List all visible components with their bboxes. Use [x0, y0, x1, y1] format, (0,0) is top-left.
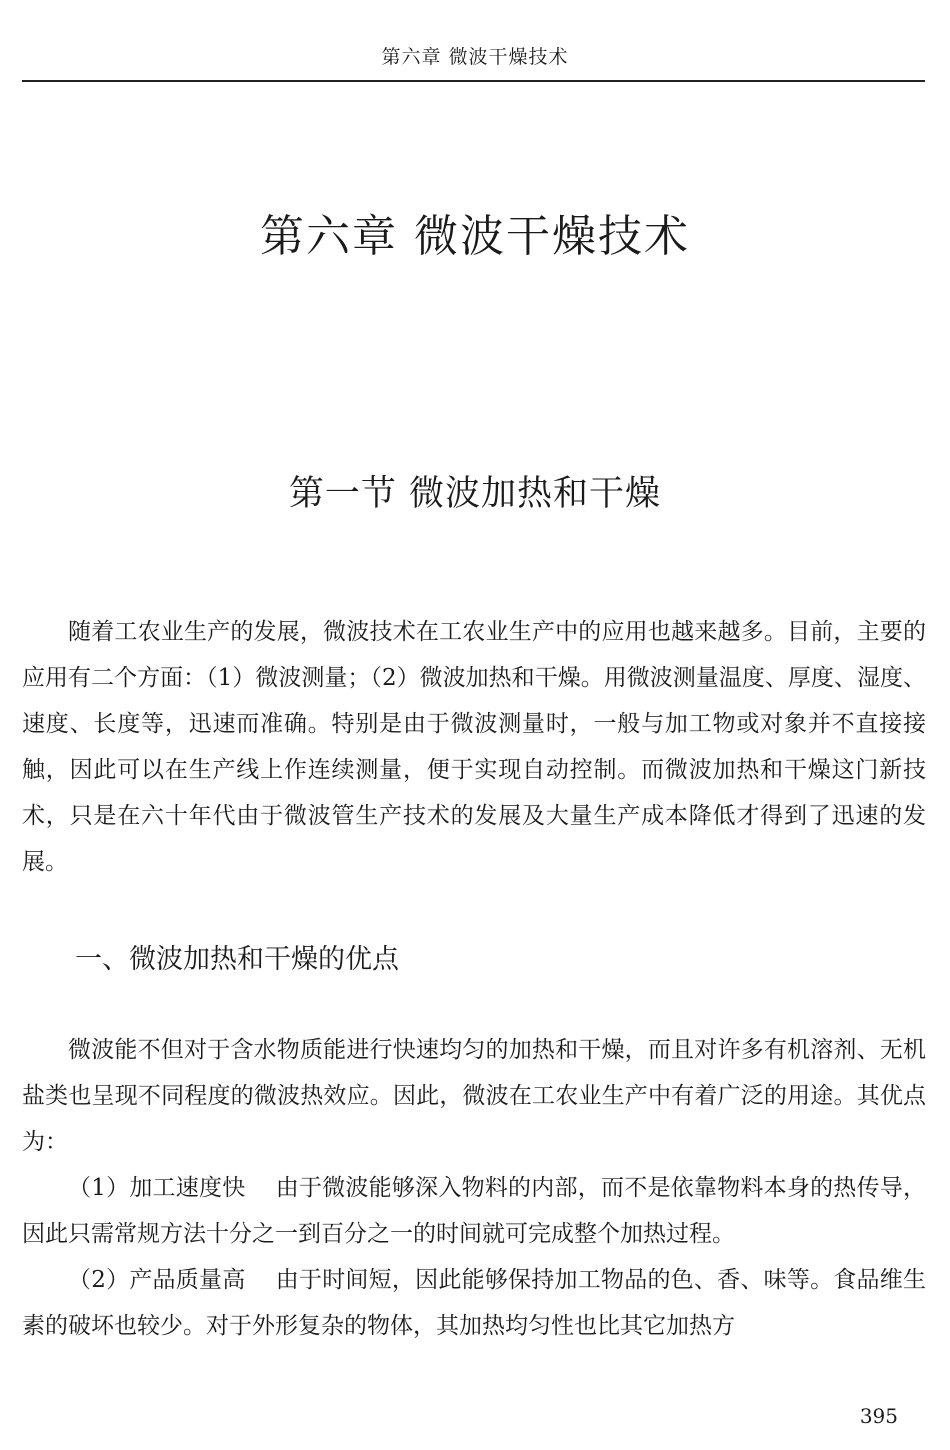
advantage-item-label: （1）加工速度快: [68, 1175, 246, 1201]
advantage-item-text: 由于微波能够深入物料的内部，而不是依靠物料本身的热传导，因此只需常规方法十分之一到百分之一的时间就可完成整个加热过程。: [22, 1175, 927, 1247]
intro-paragraph: 随着工农业生产的发展，微波技术在工农业生产中的应用也越来越多。目前，主要的应用有二个方面：（1）微波测量；（2）微波加热和干燥。用微波测量温度、厚度、湿度、速度、长度等，迅速而准确。特别是由于微波测量时，一般与加工物或对象并不直接接触，因此可以在生产线上作连续测量，便于实现自动控制。而微波加热和干燥这门新技术，只是在六十年代由于微波管生产技术的发展及大量生产成本降低才得到了迅速的发展。: [22, 619, 926, 875]
page-number: 395: [859, 1404, 898, 1428]
subsection-title: 一、微波加热和干燥的优点: [75, 944, 399, 975]
advantage-item-2: [22, 1257, 926, 1349]
advantage-item-1: [22, 1165, 926, 1257]
chapter-title: 第六章 微波干燥技术: [260, 211, 690, 262]
section-title: 第一节 微波加热和干燥: [288, 474, 662, 514]
intro-block: [22, 609, 926, 885]
advantage-item-text: 由于时间短，因此能够保持加工物品的色、香、味等。食品维生素的破坏也较少。对于外形复杂的物体，其加热均匀性也比其它加热方: [22, 1267, 927, 1339]
advantages-intro: 微波能不但对于含水物质能进行快速均匀的加热和干燥，而且对许多有机溶剂、无机盐类也呈现不同程度的微波热效应。因此，微波在工农业生产中有着广泛的用途。其优点为：: [22, 1037, 926, 1155]
running-header: 第六章 微波干燥技术: [381, 46, 569, 68]
advantages-block: [22, 1027, 926, 1349]
advantage-item-label: （2）产品质量高: [68, 1267, 246, 1293]
header-rule: [22, 80, 925, 82]
